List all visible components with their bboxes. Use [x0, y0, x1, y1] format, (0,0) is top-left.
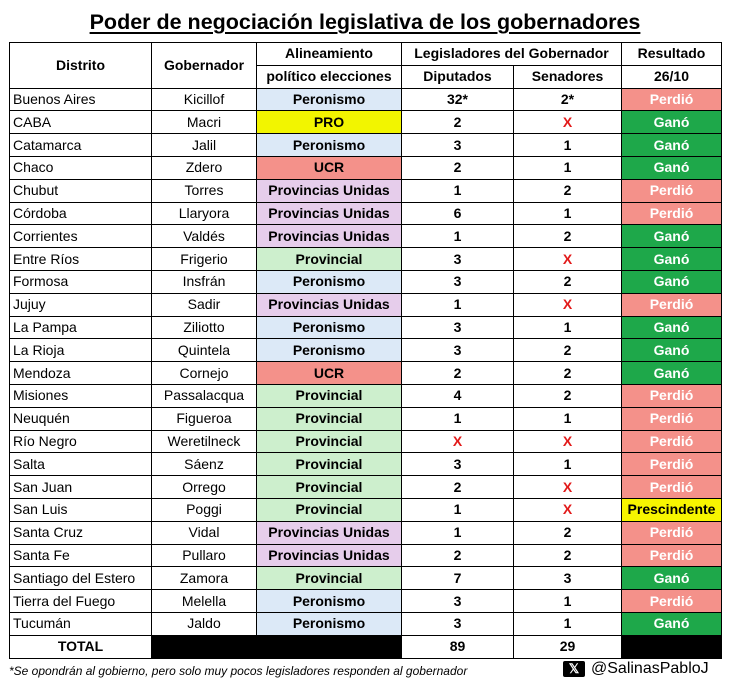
page-title: Poder de negociación legislativa de los gobernadores [89, 10, 641, 34]
cell-distrito: Tierra del Fuego [10, 590, 152, 613]
cell-alineamiento: Provincial [257, 384, 402, 407]
table-row [10, 248, 722, 271]
cell-alineamiento: Provincial [257, 453, 402, 476]
cell-diputados: 3 [402, 453, 514, 476]
cell-resultado: Ganó [622, 134, 722, 157]
cell-senadores: X [514, 476, 622, 499]
cell-distrito: Catamarca [10, 134, 152, 157]
footnote: *Se opondrán al gobierno, pero solo muy pocos legisladores responden al gobernador [9, 664, 468, 678]
cell-gobernador: Valdés [152, 225, 257, 248]
cell-senadores: 1 [514, 134, 622, 157]
cell-diputados: 6 [402, 202, 514, 225]
cell-distrito: Entre Ríos [10, 248, 152, 271]
cell-alineamiento: UCR [257, 362, 402, 385]
cell-senadores: X [514, 498, 622, 521]
cell-senadores: 2 [514, 384, 622, 407]
cell-resultado: Ganó [622, 111, 722, 134]
cell-distrito: Formosa [10, 270, 152, 293]
table-row [10, 156, 722, 179]
cell-alineamiento: UCR [257, 156, 402, 179]
cell-gobernador: Vidal [152, 521, 257, 544]
table-row [10, 88, 722, 111]
credit [563, 660, 709, 678]
total-blank [152, 635, 402, 658]
cell-diputados: 3 [402, 339, 514, 362]
cell-distrito: Misiones [10, 384, 152, 407]
cell-gobernador: Jalil [152, 134, 257, 157]
cell-senadores: 1 [514, 453, 622, 476]
table-row [10, 339, 722, 362]
cell-resultado: Perdió [622, 384, 722, 407]
cell-alineamiento: PRO [257, 111, 402, 134]
cell-senadores: 1 [514, 612, 622, 635]
cell-alineamiento: Peronismo [257, 270, 402, 293]
cell-senadores: 1 [514, 590, 622, 613]
cell-gobernador: Passalacqua [152, 384, 257, 407]
table-row [10, 567, 722, 590]
header-alineamiento: Alineamiento [257, 43, 402, 66]
cell-distrito: Buenos Aires [10, 88, 152, 111]
header-distrito: Distrito [10, 43, 152, 89]
cell-senadores: 2* [514, 88, 622, 111]
cell-diputados: 7 [402, 567, 514, 590]
cell-resultado: Perdió [622, 179, 722, 202]
cell-resultado: Ganó [622, 156, 722, 179]
cell-distrito: Santa Fe [10, 544, 152, 567]
cell-senadores: 1 [514, 407, 622, 430]
table-row [10, 430, 722, 453]
cell-diputados: 3 [402, 134, 514, 157]
cell-senadores: 2 [514, 270, 622, 293]
cell-alineamiento: Provincias Unidas [257, 544, 402, 567]
cell-resultado: Perdió [622, 544, 722, 567]
cell-alineamiento: Provincial [257, 407, 402, 430]
cell-senadores: 1 [514, 202, 622, 225]
cell-senadores: 2 [514, 521, 622, 544]
table-row [10, 362, 722, 385]
table-row [10, 270, 722, 293]
header-diputados: Diputados [402, 65, 514, 88]
total-row [10, 635, 722, 658]
table-row [10, 521, 722, 544]
cell-diputados: 2 [402, 362, 514, 385]
cell-gobernador: Llaryora [152, 202, 257, 225]
header-resultado-date: 26/10 [622, 65, 722, 88]
table-row [10, 316, 722, 339]
cell-gobernador: Zamora [152, 567, 257, 590]
cell-distrito: Santiago del Estero [10, 567, 152, 590]
cell-gobernador: Frigerio [152, 248, 257, 271]
cell-gobernador: Poggi [152, 498, 257, 521]
cell-gobernador: Macri [152, 111, 257, 134]
cell-alineamiento: Provincias Unidas [257, 521, 402, 544]
cell-senadores: X [514, 293, 622, 316]
cell-distrito: Córdoba [10, 202, 152, 225]
cell-senadores: 2 [514, 179, 622, 202]
table-row [10, 134, 722, 157]
cell-diputados: 3 [402, 590, 514, 613]
cell-resultado: Perdió [622, 521, 722, 544]
cell-diputados: X [402, 430, 514, 453]
cell-alineamiento: Peronismo [257, 339, 402, 362]
cell-senadores: 1 [514, 156, 622, 179]
cell-alineamiento: Provincias Unidas [257, 179, 402, 202]
cell-distrito: La Rioja [10, 339, 152, 362]
cell-senadores: X [514, 248, 622, 271]
cell-gobernador: Sadir [152, 293, 257, 316]
cell-distrito: Mendoza [10, 362, 152, 385]
cell-distrito: Jujuy [10, 293, 152, 316]
table-row [10, 544, 722, 567]
cell-alineamiento: Peronismo [257, 88, 402, 111]
table-row [10, 225, 722, 248]
cell-distrito: Santa Cruz [10, 521, 152, 544]
cell-senadores: 2 [514, 339, 622, 362]
cell-resultado: Perdió [622, 88, 722, 111]
cell-alineamiento: Provincias Unidas [257, 293, 402, 316]
cell-distrito: San Juan [10, 476, 152, 499]
cell-gobernador: Ziliotto [152, 316, 257, 339]
total-label: TOTAL [10, 635, 152, 658]
cell-distrito: Corrientes [10, 225, 152, 248]
cell-alineamiento: Provincias Unidas [257, 225, 402, 248]
cell-resultado: Prescindente [622, 498, 722, 521]
cell-senadores: X [514, 111, 622, 134]
cell-resultado: Ganó [622, 270, 722, 293]
cell-diputados: 2 [402, 544, 514, 567]
cell-resultado: Perdió [622, 590, 722, 613]
table-row [10, 202, 722, 225]
cell-diputados: 2 [402, 156, 514, 179]
table-row [10, 293, 722, 316]
cell-diputados: 4 [402, 384, 514, 407]
cell-alineamiento: Provincial [257, 476, 402, 499]
cell-diputados: 1 [402, 521, 514, 544]
cell-senadores: 2 [514, 225, 622, 248]
cell-gobernador: Zdero [152, 156, 257, 179]
cell-distrito: San Luis [10, 498, 152, 521]
header-legisladores: Legisladores del Gobernador [402, 43, 622, 66]
total-senadores: 29 [514, 635, 622, 658]
cell-resultado: Perdió [622, 476, 722, 499]
cell-distrito: Chubut [10, 179, 152, 202]
cell-diputados: 2 [402, 111, 514, 134]
cell-resultado: Ganó [622, 248, 722, 271]
cell-senadores: 1 [514, 316, 622, 339]
cell-alineamiento: Provincial [257, 430, 402, 453]
cell-gobernador: Kicillof [152, 88, 257, 111]
cell-gobernador: Pullaro [152, 544, 257, 567]
cell-resultado: Perdió [622, 430, 722, 453]
table-row [10, 179, 722, 202]
table-row [10, 407, 722, 430]
cell-diputados: 32* [402, 88, 514, 111]
cell-resultado: Perdió [622, 407, 722, 430]
cell-diputados: 3 [402, 248, 514, 271]
cell-resultado: Ganó [622, 339, 722, 362]
cell-senadores: 3 [514, 567, 622, 590]
cell-senadores: 2 [514, 362, 622, 385]
cell-distrito: Río Negro [10, 430, 152, 453]
cell-distrito: La Pampa [10, 316, 152, 339]
header-gobernador: Gobernador [152, 43, 257, 89]
cell-resultado: Perdió [622, 293, 722, 316]
cell-resultado: Perdió [622, 453, 722, 476]
cell-resultado: Ganó [622, 567, 722, 590]
cell-senadores: 2 [514, 544, 622, 567]
table-body [10, 88, 722, 635]
cell-diputados: 3 [402, 270, 514, 293]
cell-diputados: 1 [402, 407, 514, 430]
table-row [10, 384, 722, 407]
cell-gobernador: Insfrán [152, 270, 257, 293]
cell-alineamiento: Peronismo [257, 590, 402, 613]
cell-diputados: 3 [402, 316, 514, 339]
total-blank-result [622, 635, 722, 658]
cell-gobernador: Sáenz [152, 453, 257, 476]
cell-alineamiento: Peronismo [257, 134, 402, 157]
cell-resultado: Ganó [622, 316, 722, 339]
cell-gobernador: Jaldo [152, 612, 257, 635]
cell-alineamiento: Provincias Unidas [257, 202, 402, 225]
cell-resultado: Ganó [622, 362, 722, 385]
cell-resultado: Ganó [622, 225, 722, 248]
cell-alineamiento: Peronismo [257, 316, 402, 339]
cell-distrito: CABA [10, 111, 152, 134]
cell-diputados: 1 [402, 293, 514, 316]
table-row [10, 476, 722, 499]
cell-gobernador: Figueroa [152, 407, 257, 430]
cell-diputados: 1 [402, 498, 514, 521]
cell-alineamiento: Provincial [257, 248, 402, 271]
cell-gobernador: Orrego [152, 476, 257, 499]
cell-diputados: 1 [402, 179, 514, 202]
cell-gobernador: Cornejo [152, 362, 257, 385]
cell-senadores: X [514, 430, 622, 453]
cell-diputados: 3 [402, 612, 514, 635]
cell-alineamiento: Peronismo [257, 612, 402, 635]
cell-distrito: Tucumán [10, 612, 152, 635]
credit-handle: @SalinasPabloJ [591, 660, 709, 677]
table-row [10, 590, 722, 613]
cell-alineamiento: Provincial [257, 567, 402, 590]
cell-gobernador: Quintela [152, 339, 257, 362]
cell-diputados: 1 [402, 225, 514, 248]
governors-table [9, 42, 722, 659]
cell-resultado: Perdió [622, 202, 722, 225]
cell-resultado: Ganó [622, 612, 722, 635]
total-diputados: 89 [402, 635, 514, 658]
cell-distrito: Salta [10, 453, 152, 476]
header-resultado: Resultado [622, 43, 722, 66]
table-row [10, 453, 722, 476]
cell-distrito: Neuquén [10, 407, 152, 430]
table-row [10, 498, 722, 521]
x-logo-icon: 𝕏 [563, 661, 585, 677]
cell-gobernador: Weretilneck [152, 430, 257, 453]
cell-gobernador: Torres [152, 179, 257, 202]
cell-distrito: Chaco [10, 156, 152, 179]
header-senadores: Senadores [514, 65, 622, 88]
cell-gobernador: Melella [152, 590, 257, 613]
cell-diputados: 2 [402, 476, 514, 499]
table-row [10, 612, 722, 635]
table-row [10, 111, 722, 134]
header-alineamiento-sub: político elecciones [257, 65, 402, 88]
cell-alineamiento: Provincial [257, 498, 402, 521]
